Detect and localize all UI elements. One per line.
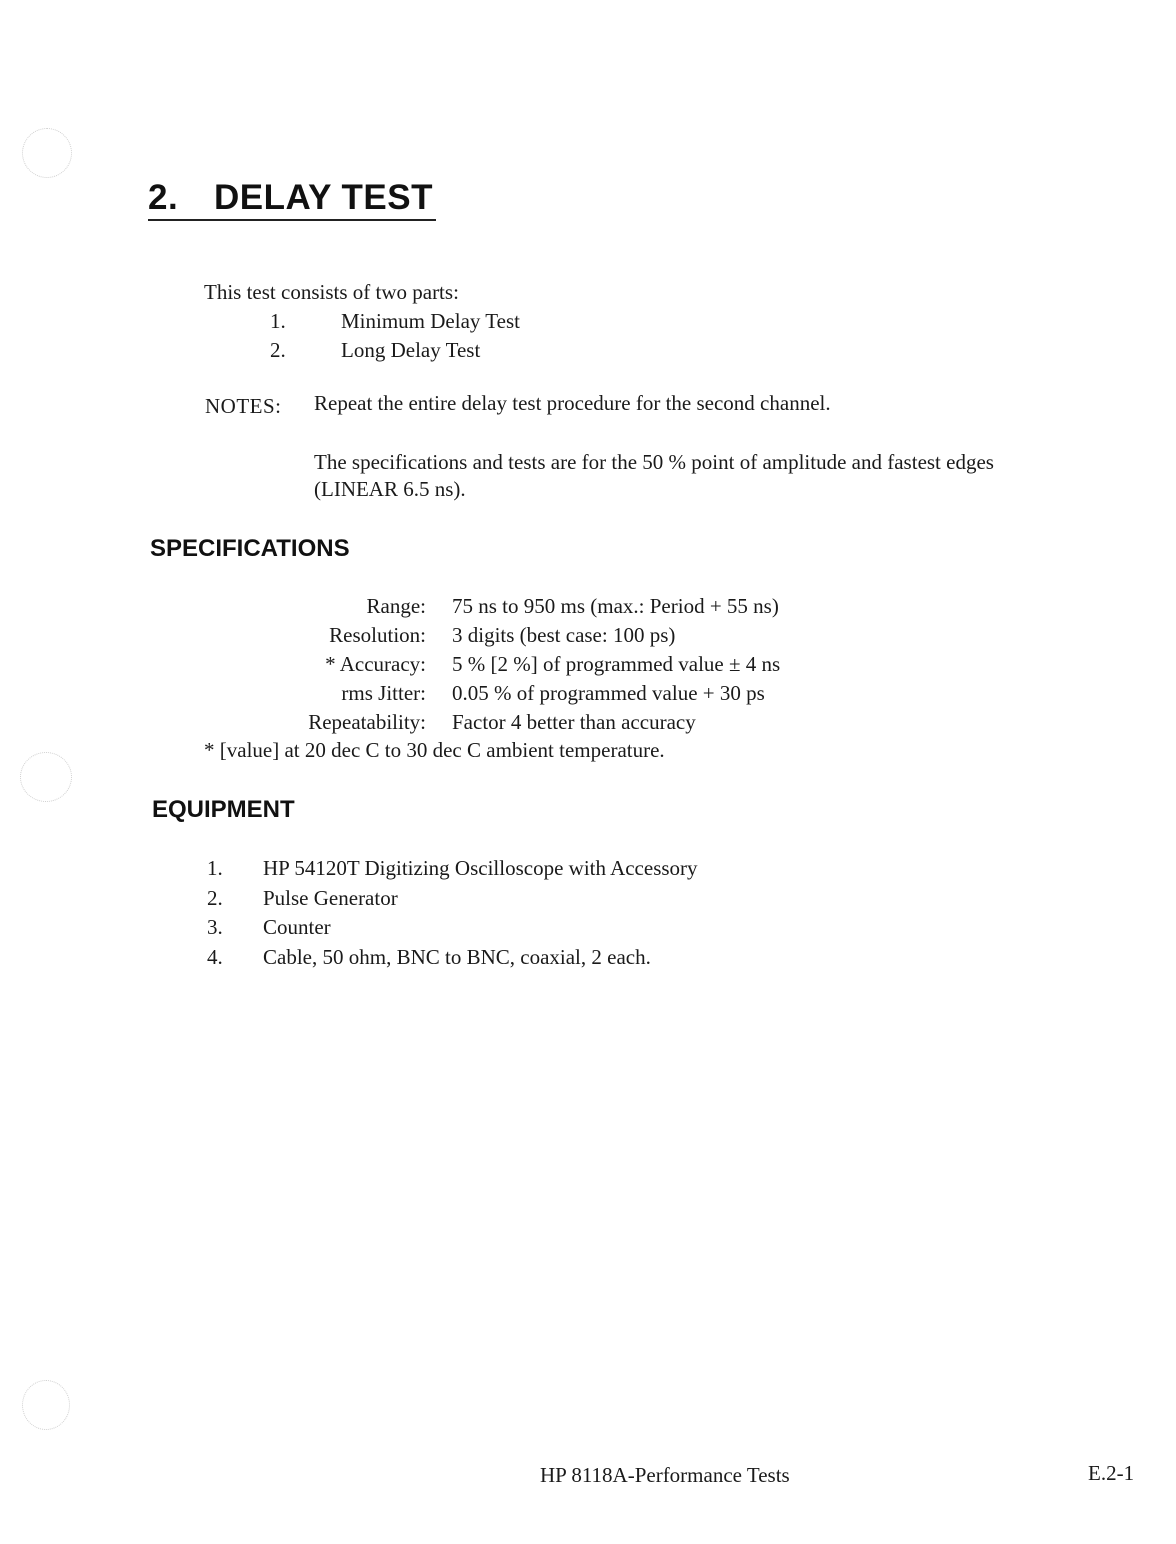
page-number: E.2-1 (1088, 1461, 1135, 1485)
list-item-label: Long Delay Test (341, 338, 481, 362)
notes-label: NOTES: (205, 394, 282, 418)
spec-value: 3 digits (best case: 100 ps) (452, 623, 676, 647)
spec-value: 5 % [2 %] of programmed value ± 4 ns (452, 652, 781, 676)
list-item (270, 336, 520, 365)
specifications-table (200, 592, 780, 737)
list-item-number: 2. (270, 338, 286, 362)
list-item-label: Minimum Delay Test (341, 309, 520, 333)
list-item-number: 1. (207, 856, 223, 880)
list-item-label: Cable, 50 ohm, BNC to BNC, coaxial, 2 each. (263, 944, 651, 969)
punch-hole-top (22, 128, 72, 178)
note-2 (314, 449, 1176, 503)
list-item (207, 884, 698, 914)
equipment-list (207, 854, 698, 972)
spec-footnote: * [value] at 20 dec C to 30 dec C ambient temperature. (204, 738, 665, 762)
list-item-number: 3. (207, 915, 223, 939)
note-1: Repeat the entire delay test procedure for the second channel. (314, 391, 831, 415)
list-item (270, 307, 520, 336)
intro-text: This test consists of two parts: (204, 280, 459, 304)
spec-label: rms Jitter: (341, 681, 426, 705)
list-item-number: 4. (207, 944, 223, 969)
spec-row-range (200, 592, 780, 621)
note-2-line-1: The specifications and tests are for the 50 % point of amplitude and fastest edges (314, 450, 994, 474)
spec-row-repeatability (200, 708, 780, 737)
spec-row-resolution (200, 621, 780, 650)
test-parts-list (270, 307, 520, 365)
spec-label: Resolution: (329, 623, 426, 647)
list-item-number: 2. (207, 885, 223, 910)
punch-hole-middle (20, 752, 72, 802)
spec-value: 75 ns to 950 ms (max.: Period + 55 ns) (452, 594, 779, 618)
note-2-line-2: (LINEAR 6.5 ns). (314, 477, 466, 501)
list-item (207, 854, 698, 884)
section-number: 2. (148, 178, 179, 217)
spec-label: Range: (366, 594, 426, 618)
list-item-label: HP 54120T Digitizing Oscilloscope with Accessory (263, 856, 698, 880)
spec-label: Repeatability: (308, 710, 426, 734)
list-item-label: Pulse Generator (263, 885, 398, 910)
list-item (207, 943, 698, 973)
spec-row-accuracy (200, 650, 780, 679)
spec-value: 0.05 % of programmed value + 30 ps (452, 681, 765, 705)
list-item (207, 913, 698, 943)
page-title (148, 178, 433, 218)
spec-value: Factor 4 better than accuracy (452, 710, 696, 734)
title-underline (148, 219, 436, 221)
specifications-heading: SPECIFICATIONS (150, 535, 350, 562)
footer-title: HP 8118A-Performance Tests (540, 1463, 790, 1487)
list-item-number: 1. (270, 309, 286, 333)
list-item-label: Counter (263, 915, 331, 939)
punch-hole-bottom (22, 1380, 70, 1430)
section-title: DELAY TEST (214, 178, 433, 217)
spec-label: * Accuracy: (325, 652, 426, 676)
spec-row-rms-jitter (200, 679, 780, 708)
equipment-heading: EQUIPMENT (152, 796, 295, 823)
